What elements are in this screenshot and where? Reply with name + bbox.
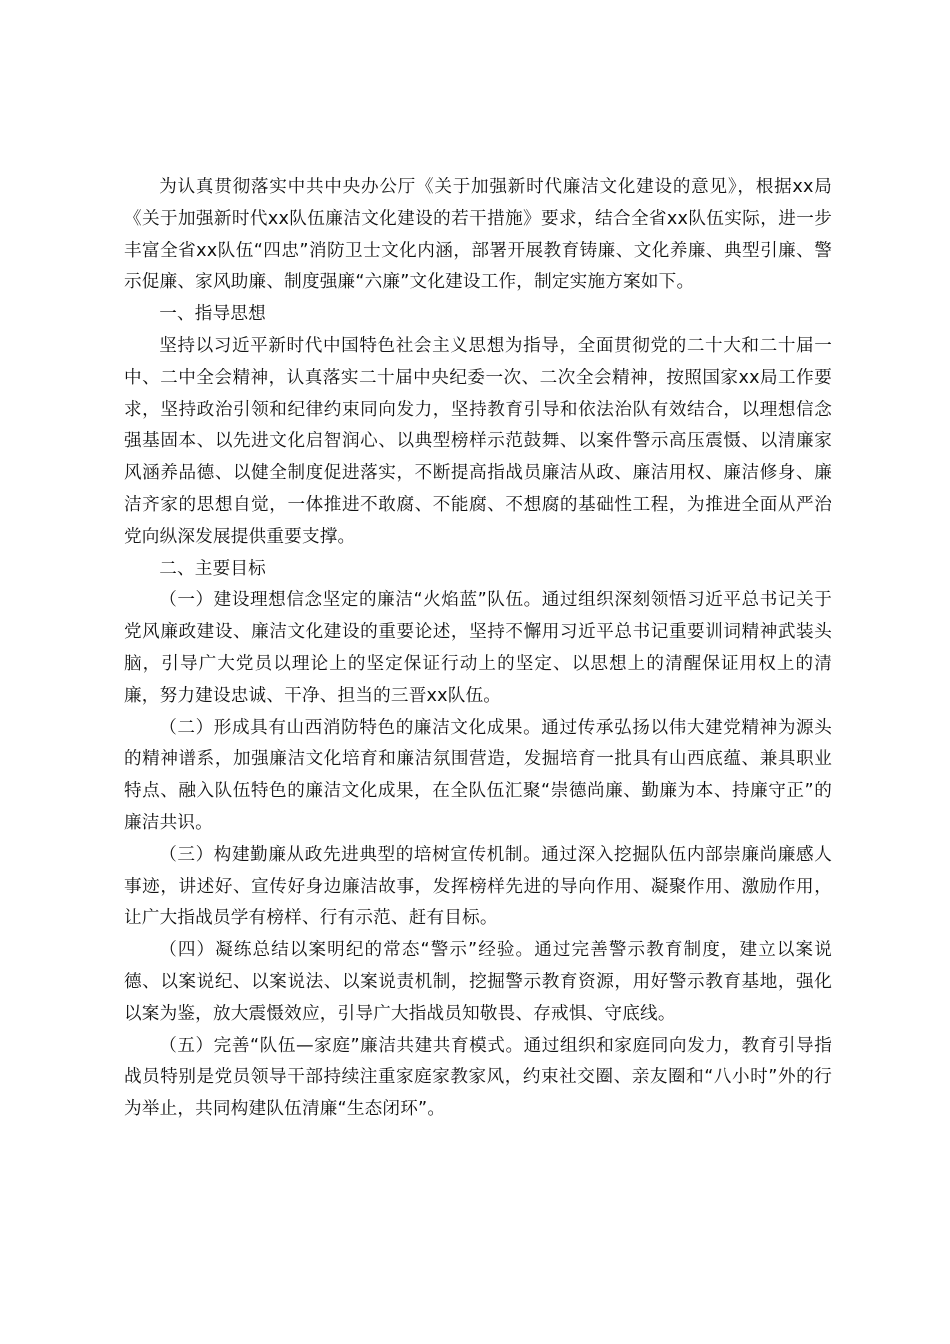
goal-paragraph-2: （二）形成具有山西消防特色的廉洁文化成果。通过传承弘扬以伟大建党精神为源头的精神谱系，加强廉洁文化培育和廉洁氛围营造，发掘培育一批具有山西底蕴、兼具职业特点、融入队伍特色的廉洁文化成果，在全队伍汇聚“崇德尚廉、勤廉为本、持廉守正”的廉洁共识。 (124, 717, 832, 833)
guiding-ideology-paragraph: 坚持以习近平新时代中国特色社会主义思想为指导，全面贯彻党的二十大和二十届一中、二中全会精神，认真落实二十届中央纪委一次、二次全会精神，按照国家xx局工作要求，坚持政治引领和纪律约束同向发力，坚持教育引导和依法治队有效结合，以理想信念强基固本、以先进文化启智润心、以典型榜样示范鼓舞、以案件警示高压震慑、以清廉家风涵养品德、以健全制度促进落实，不断提高指战员廉洁从政、廉洁用权、廉洁修身、廉洁齐家的思想自觉，一体推进不敢腐、不能腐、不想腐的基础性工程，为推进全面从严治党向纵深发展提供重要支撑。 (124, 335, 832, 547)
goal-paragraph-3: （三）构建勤廉从政先进典型的培树宣传机制。通过深入挖掘队伍内部崇廉尚廉感人事迹，讲述好、宣传好身边廉洁故事，发挥榜样先进的导向作用、凝聚作用、激励作用，让广大指战员学有榜样、行有示范、赶有目标。 (124, 844, 832, 929)
goal-paragraph-1: （一）建设理想信念坚定的廉洁“火焰蓝”队伍。通过组织深刻领悟习近平总书记关于党风廉政建设、廉洁文化建设的重要论述，坚持不懈用习近平总书记重要训词精神武装头脑，引导广大党员以理论上的坚定保证行动上的坚定、以思想上的清醒保证用权上的清廉，努力建设忠诚、干净、担当的三晋xx队伍。 (124, 590, 832, 706)
intro-paragraph: 为认真贯彻落实中共中央办公厅《关于加强新时代廉洁文化建设的意见》，根据xx局《关于加强新时代xx队伍廉洁文化建设的若干措施》要求，结合全省xx队伍实际，进一步丰富全省xx队伍“四忠”消防卫士文化内涵，部署开展教育铸廉、文化养廉、典型引廉、警示促廉、家风助廉、制度强廉“六廉”文化建设工作，制定实施方案如下。 (124, 177, 832, 293)
section-heading-guiding-ideology: 一、指导思想 (159, 304, 266, 325)
document-body (124, 172, 832, 1126)
goal-paragraph-5: （五）完善“队伍—家庭”廉洁共建共育模式。通过组织和家庭同向发力，教育引导指战员特别是党员领导干部持续注重家庭家教家风，约束社交圈、亲友圈和“八小时”外的行为举止，共同构建队伍清廉“生态闭环”。 (124, 1035, 832, 1120)
section-heading-main-goals: 二、主要目标 (159, 558, 266, 579)
goal-paragraph-4: （四）凝练总结以案明纪的常态“警示”经验。通过完善警示教育制度，建立以案说德、以案说纪、以案说法、以案说责机制，挖掘警示教育资源，用好警示教育基地，强化以案为鉴，放大震慑效应，引导广大指战员知敬畏、存戒惧、守底线。 (124, 940, 832, 1024)
